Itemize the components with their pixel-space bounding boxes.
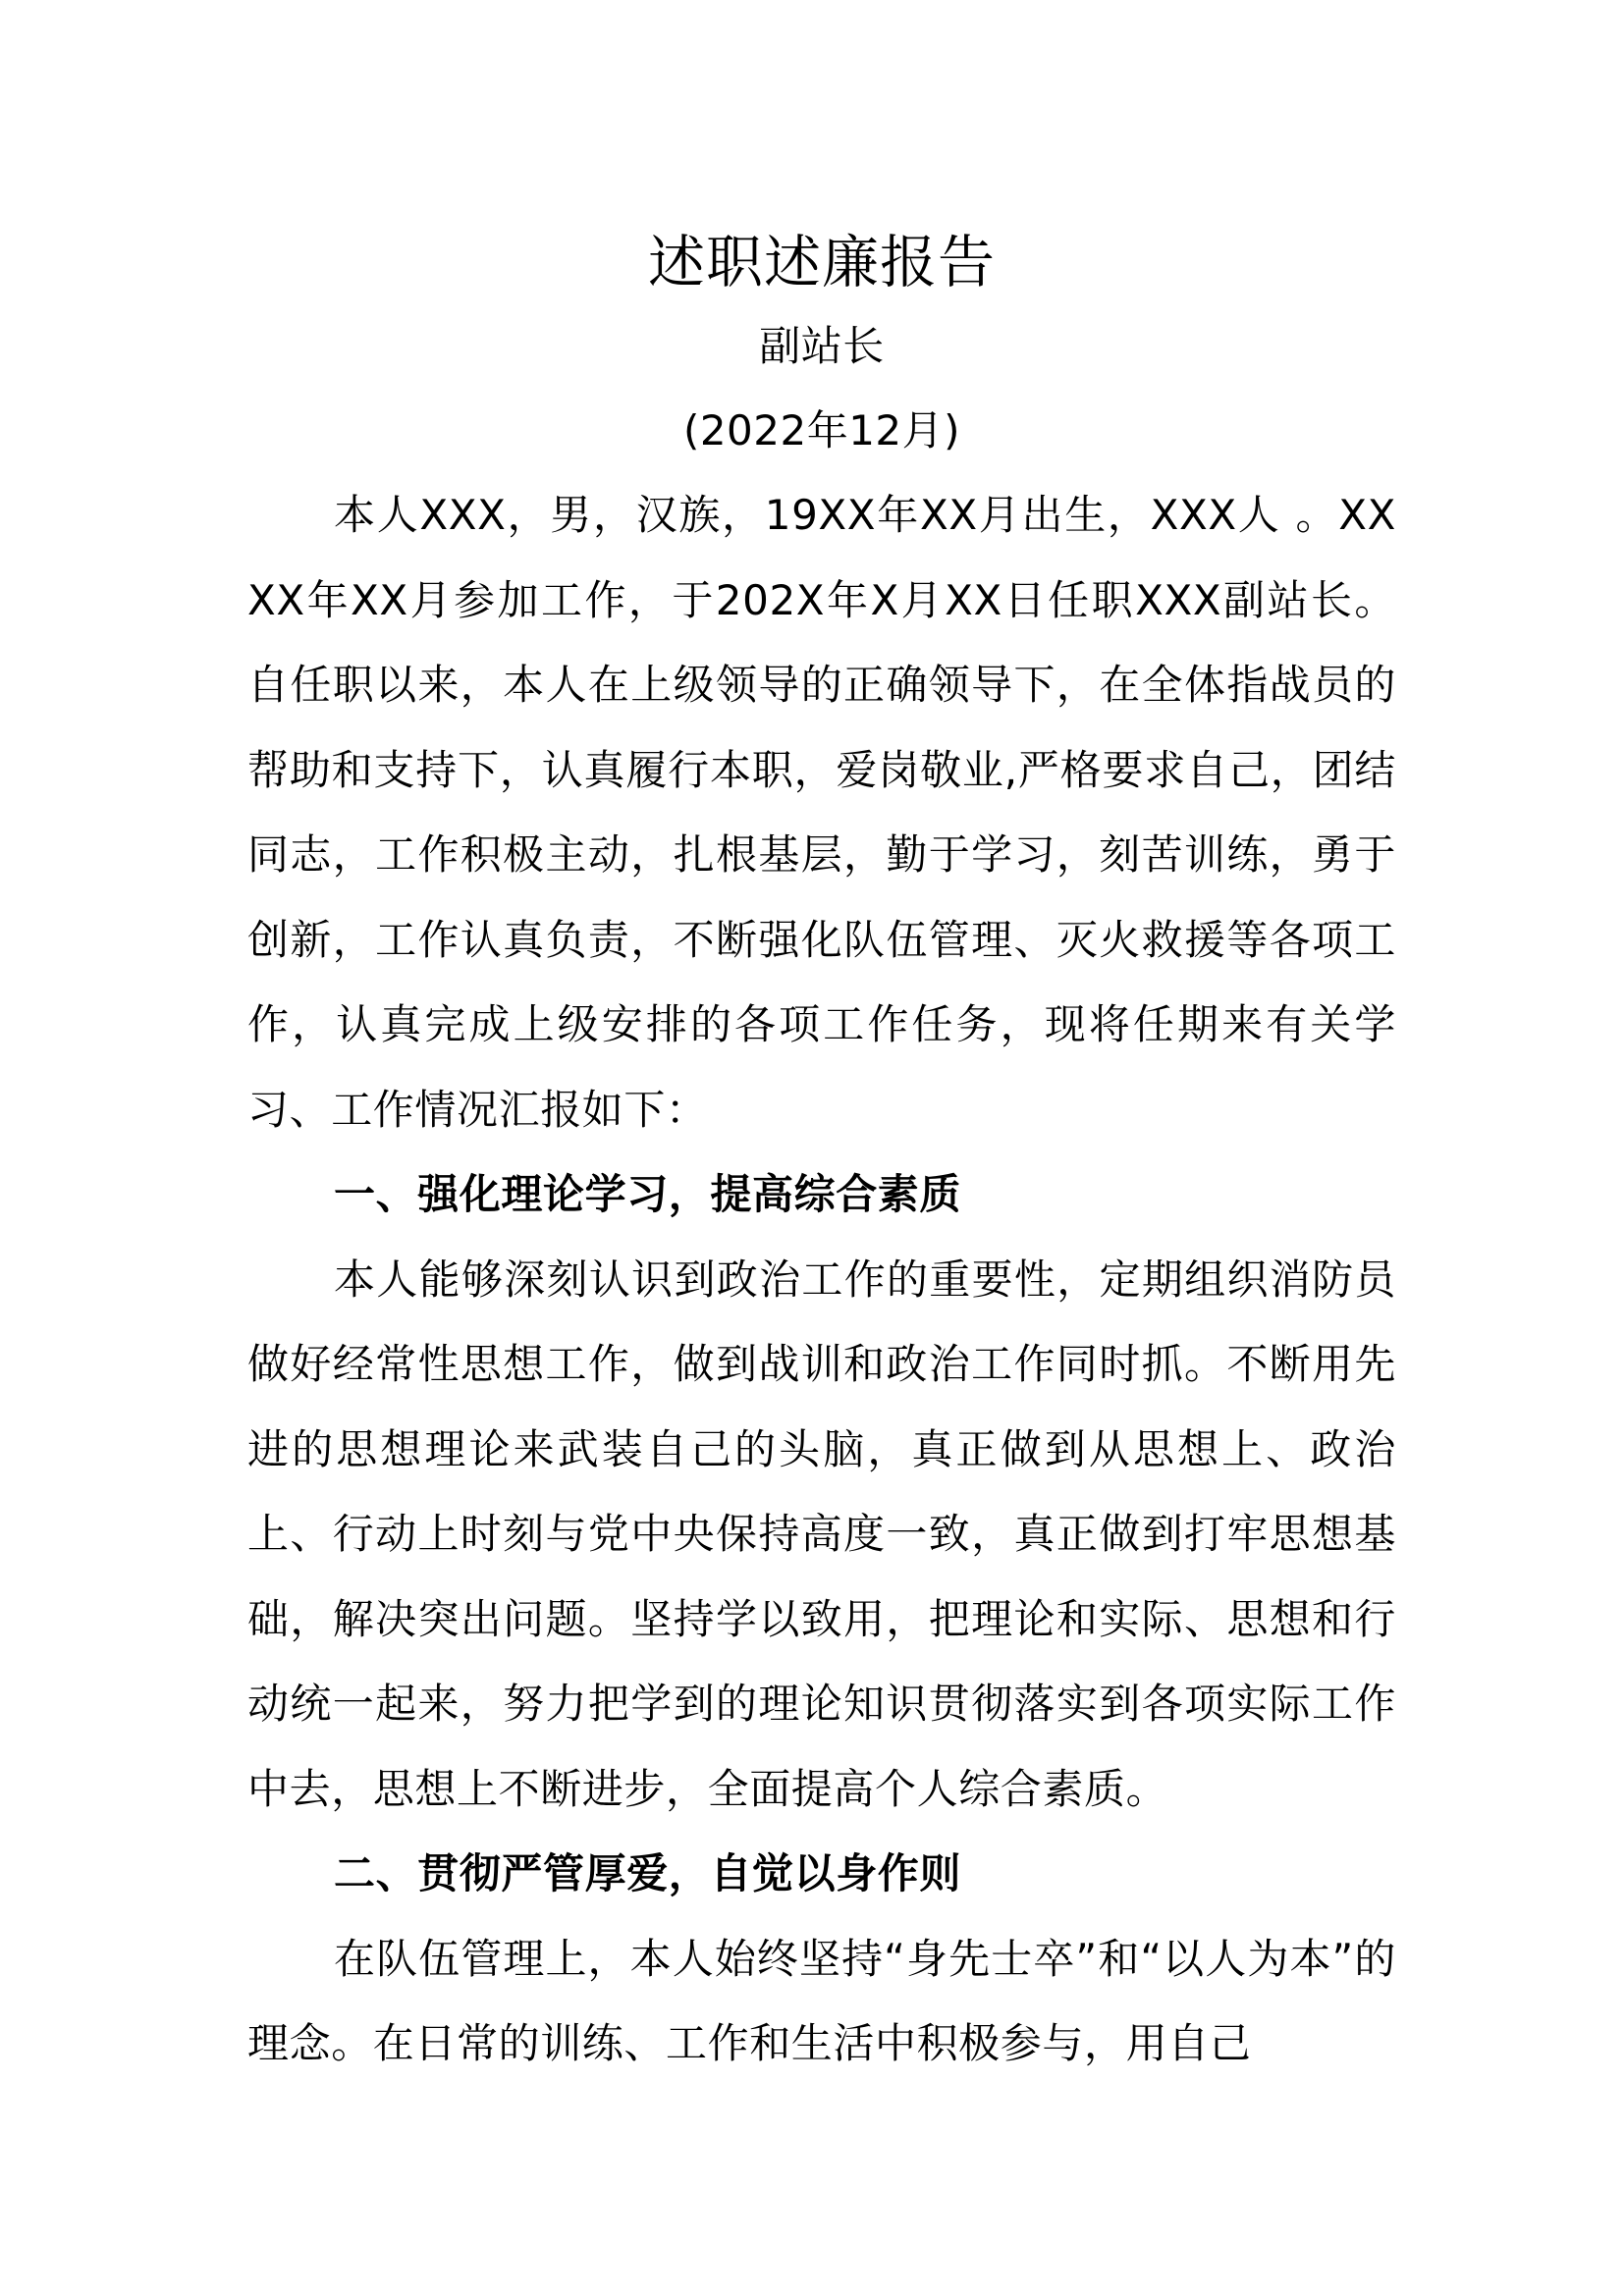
document-position: 副站长: [759, 322, 885, 370]
section-2-heading: 二、贯彻严管厚爱，自觉以身作则: [334, 1849, 962, 1897]
section-1-heading: 一、强化理论学习，提高综合素质: [334, 1170, 962, 1218]
document-title: 述职述廉报告: [647, 229, 996, 295]
intro-paragraph: 本人XXX，男，汉族，19XX年XX月出生，XXX人 。XXXX年XX月参加工作，于202X年X月XX日任职XXX副站长。自任职以来，本人在上级领导的正确领导下，在全体指战员的帮助和支持下，认真履行本职，爱岗敬业,严格要求自己，团结同志，工作积极主动，扎根基层，勤于学习，刻苦训练，勇于创新，工作认真负责，不断强化队伍管理、灭火救援等各项工作，认真完成上级安排的各项工作任务，现将任期来有关学习、工作情况汇报如下：: [247, 491, 1396, 1134]
section-2-paragraph: 在队伍管理上，本人始终坚持“身先士卒”和“以人为本”的理念。在日常的训练、工作和生活中积极参与，用自己: [247, 1934, 1396, 2067]
document-date: (2022年12月): [682, 406, 961, 454]
section-1-paragraph: 本人能够深刻认识到政治工作的重要性，定期组织消防员做好经常性思想工作，做到战训和政治工作同时抓。不断用先进的思想理论来武装自己的头脑，真正做到从思想上、政治上、行动上时刻与党中央保持高度一致，真正做到打牢思想基础，解决突出问题。坚持学以致用，把理论和实际、思想和行动统一起来，努力把学到的理论知识贯彻落实到各项实际工作中去，思想上不断进步，全面提高个人综合素质。: [247, 1255, 1396, 1813]
document-body: [247, 220, 1396, 2087]
